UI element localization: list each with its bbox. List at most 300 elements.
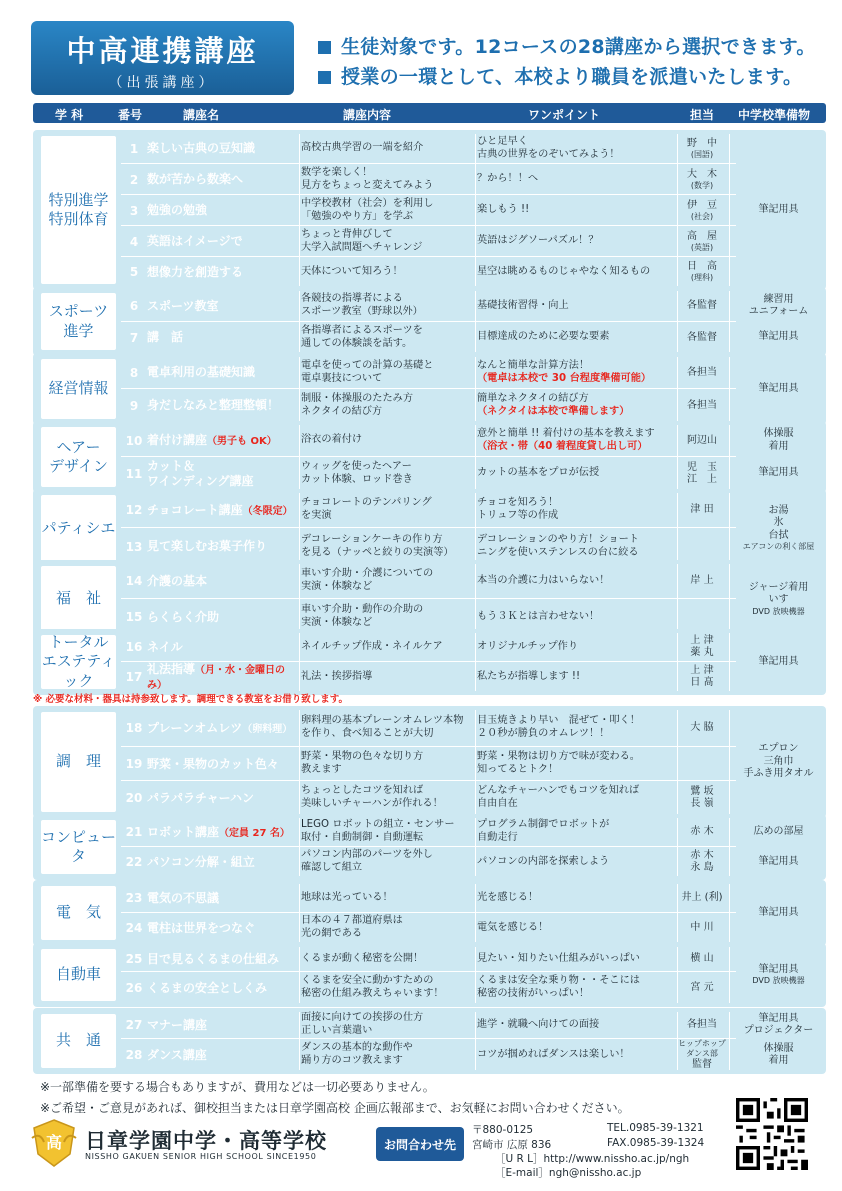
- course-title-line: 電柱は世界をつなぐ: [147, 920, 256, 935]
- group-note: ※ 必要な材料・器具は持参致します。調理できる教室をお借り致します。: [33, 694, 349, 705]
- course-title-line: 電気の不思議: [147, 890, 220, 905]
- course-teacher-line: 伊 豆: [687, 199, 717, 211]
- course-tag: （定員 27 名）: [219, 827, 290, 839]
- prep-item: 筆記用具: [758, 382, 799, 394]
- course-teacher: [677, 781, 727, 815]
- intro-text-2: 授業の一環として、本校より職員を派遣いたします。: [341, 66, 803, 88]
- prep-item: 着用: [768, 440, 789, 452]
- course-content-line: チョコレートのテンパリング: [301, 497, 432, 509]
- course-row[interactable]: [33, 781, 826, 815]
- course-title-line: ネイル: [147, 639, 183, 654]
- course-content-line: 電卓を使っての計算の基礎と: [301, 359, 434, 371]
- course-teacher-line: 鷺 坂: [690, 786, 714, 797]
- course-teacher-line: 監督: [692, 1058, 712, 1070]
- course-teacher-line: 横 山: [690, 953, 714, 964]
- course-title: [147, 322, 299, 353]
- course-point-line: どんなチャーハンでもコツを知れば: [477, 785, 640, 797]
- course-number: 18: [125, 721, 143, 735]
- course-row[interactable]: [33, 356, 826, 389]
- course-content-line: 取付・自動制御・自動運転: [301, 832, 424, 843]
- course-content-line: 踊り方のコツ教えます: [301, 1055, 403, 1066]
- course-point-line: 基礎技術習得・向上: [477, 299, 569, 311]
- course-teacher: [677, 322, 727, 353]
- school-logo-icon: [30, 1118, 78, 1168]
- course-title-line: くるまの安全としくみ: [147, 980, 268, 995]
- prep-item: 筆記用具: [758, 906, 799, 918]
- course-content: [301, 632, 471, 662]
- course-title: [147, 817, 299, 847]
- course-point: [477, 847, 692, 877]
- course-title-line: ロボット講座（定員 27 名）: [147, 824, 290, 839]
- table-header: [33, 103, 826, 123]
- course-content-line: デコレーションケーキの作り方: [301, 533, 443, 545]
- course-title-line: カット＆: [147, 459, 195, 474]
- course-content-line: 正しい言葉遣い: [301, 1025, 373, 1036]
- prep-item: 手ふき用タオル: [743, 768, 814, 780]
- course-title: [147, 1039, 299, 1071]
- footer-note-2: ※ご希望・ご意見があれば、御校担当または日章学園高校 企画広報部まで、お気軽にお問い合わせください。: [40, 1101, 630, 1115]
- course-title-line: 電卓利用の基礎知識: [147, 365, 256, 380]
- course-group: [33, 130, 826, 290]
- course-content-line: 確認して組立: [301, 862, 363, 873]
- course-number: 24: [125, 921, 143, 935]
- course-content-line: スポーツ教室（野球以外）: [301, 306, 423, 317]
- course-teacher-line: ヒップホップダンス部: [678, 1039, 726, 1058]
- prep-item: お湯: [768, 504, 789, 516]
- course-number: 17: [125, 670, 143, 684]
- course-point-line: 英語はジグソーパズル！？: [477, 235, 599, 247]
- course-point-line: 簡単なネクタイの結び方: [477, 392, 589, 404]
- course-title-line: 見て楽しむお菓子作り: [147, 539, 268, 554]
- course-content-line: 通しての体験談を話す。: [301, 337, 413, 349]
- course-teacher-line: 阿辺山: [687, 434, 717, 446]
- course-point: [477, 1039, 692, 1071]
- course-point-line: オリジナルチップ作り: [477, 640, 579, 652]
- course-point-line: 電気を感じる！: [477, 921, 549, 933]
- course-point: [477, 662, 692, 692]
- course-content-line: 高校古典学習の一端を紹介: [301, 142, 424, 154]
- course-content: [301, 290, 471, 322]
- course-point: [477, 883, 692, 913]
- course-group: [33, 880, 826, 946]
- course-row[interactable]: [33, 913, 826, 943]
- course-teacher: [677, 226, 727, 257]
- prep-item: 筆記用具: [758, 467, 799, 479]
- course-content-line: 秘密の仕組み教えちゃいます！: [301, 988, 444, 999]
- course-title: [147, 164, 299, 195]
- course-teacher-line: (英語): [690, 242, 714, 252]
- course-title: [147, 563, 299, 599]
- course-point: [477, 1011, 692, 1039]
- fax: FAX.0985-39-1324: [607, 1137, 705, 1149]
- course-title-line: 着付け講座（男子も OK）: [147, 433, 277, 447]
- course-row[interactable]: [33, 747, 826, 781]
- prep-items: [731, 1039, 826, 1071]
- course-teacher-line: 上 津: [690, 635, 714, 646]
- course-row[interactable]: [33, 972, 826, 1004]
- course-teacher: [677, 1039, 727, 1071]
- course-content: [301, 913, 471, 943]
- course-content: [301, 322, 471, 353]
- course-title: [147, 356, 299, 389]
- course-title-line: 楽しい古典の豆知識: [147, 141, 256, 156]
- course-teacher-line: 井上 (利): [681, 892, 723, 903]
- department-name-line: 経営情報: [48, 379, 109, 398]
- course-point: [477, 709, 692, 747]
- footer-note-1: ※一部準備を要する場合もありますが、費用などは一切必要ありません。: [40, 1080, 435, 1094]
- address: 宮崎市 広原 836: [472, 1139, 552, 1151]
- course-teacher-line: 上 津: [690, 665, 714, 676]
- course-row[interactable]: [33, 946, 826, 972]
- contact-label: お問合わせ先: [376, 1127, 464, 1161]
- course-point-line: デコレーションのやり方！ショート: [477, 533, 639, 545]
- qr-code-icon[interactable]: [736, 1098, 808, 1170]
- course-tag: （卵料理）: [242, 723, 293, 735]
- department-name-line: ヘアー: [56, 437, 101, 456]
- course-title-line: 目で見るくるまの仕組み: [147, 951, 280, 966]
- course-title: [147, 972, 299, 1004]
- prep-item: エアコンの利く部屋: [742, 542, 815, 552]
- course-row[interactable]: [33, 290, 826, 322]
- col-header-point: ワンポイント: [528, 108, 601, 122]
- course-number: 28: [125, 1048, 143, 1062]
- course-point-note: （ネクタイは本校で準備します）: [477, 405, 630, 417]
- url-link[interactable]: ［U R L］http://www.nissho.ac.jp/ngh: [495, 1153, 690, 1165]
- course-content: [301, 709, 471, 747]
- course-number: 4: [129, 234, 139, 249]
- course-row[interactable]: [33, 817, 826, 847]
- course-row[interactable]: [33, 133, 826, 164]
- course-content: [301, 356, 471, 389]
- col-header-department: 学 科: [55, 108, 84, 122]
- course-number: 14: [125, 574, 143, 588]
- course-group: [33, 943, 826, 1007]
- course-point: [477, 290, 692, 322]
- course-row[interactable]: [33, 709, 826, 747]
- course-point-line: 古典の世界をのぞいてみよう！: [477, 148, 620, 160]
- course-point: [477, 424, 692, 457]
- col-header-course: 講座名: [183, 108, 220, 122]
- course-point: [477, 164, 692, 195]
- prep-items: [731, 290, 826, 322]
- course-teacher: [677, 290, 727, 322]
- course-number: 25: [125, 952, 143, 966]
- course-number: 5: [129, 265, 139, 279]
- course-row[interactable]: [33, 632, 826, 662]
- course-content-line: ダンスの基本的な動作や: [301, 1042, 413, 1054]
- course-content: [301, 492, 471, 528]
- course-title-line: ダンス講座: [147, 1047, 207, 1062]
- prep-item: ユニフォーム: [748, 306, 809, 317]
- prep-items: [731, 133, 826, 287]
- course-title: [147, 781, 299, 815]
- course-teacher-line: (理科): [690, 273, 714, 283]
- course-group: [33, 814, 826, 880]
- department-name-line: 特別体育: [48, 210, 109, 228]
- course-title-line: らくらく介助: [147, 609, 220, 624]
- course-number: 27: [125, 1018, 143, 1032]
- course-teacher-line: (国語): [690, 149, 714, 159]
- prep-item: 筆記用具: [758, 203, 799, 215]
- course-content-line: ちょっとしたコツを知れば: [301, 785, 424, 797]
- course-title: [147, 709, 299, 747]
- course-point: [477, 817, 692, 847]
- prep-item: 筆記用具: [758, 331, 799, 343]
- course-content-line: 礼法・挨拶指導: [301, 670, 373, 682]
- course-tag: （月・水・金曜日のみ）: [147, 665, 286, 691]
- course-content-line: ネクタイの結び方: [301, 405, 383, 417]
- course-teacher-line: 各担当: [687, 1019, 717, 1030]
- course-title-line: 身だしなみと整理整頓！: [147, 398, 280, 413]
- page-title: 中高連携講座: [66, 34, 259, 68]
- course-number: 15: [125, 610, 143, 624]
- email-link[interactable]: ［E-mail］ngh@nissho.ac.jp: [495, 1167, 642, 1179]
- course-content-line: 実演・体験など: [301, 581, 373, 592]
- prep-items: [731, 847, 826, 877]
- course-content-line: パソコン内部のパーツを外し: [301, 849, 433, 861]
- course-tag: （冬限定）: [242, 505, 293, 517]
- course-content: [301, 257, 471, 287]
- course-title-line: 想像力を創造する: [147, 264, 244, 279]
- prep-items: [731, 883, 826, 943]
- prep-items: [731, 632, 826, 692]
- course-content-line: 各指導者によるスポーツを: [301, 324, 423, 336]
- course-content-line: ちょっと背伸びして: [301, 228, 393, 240]
- course-row[interactable]: [33, 563, 826, 599]
- school-name-en: NISSHO GAKUEN SENIOR HIGH SCHOOL SINCE1950: [85, 1152, 317, 1161]
- course-teacher: [677, 883, 727, 913]
- course-number: 21: [125, 825, 143, 839]
- prep-item: 氷: [773, 517, 784, 529]
- course-point-line: 本当の介護に力はいらない！: [477, 574, 610, 586]
- course-point-line: 野菜・果物は切り方で味が変わる。: [477, 751, 640, 763]
- course-teacher: [677, 1011, 727, 1039]
- department-name-line: トータル: [48, 632, 109, 651]
- course-point-line: なんと簡単な計算方法！: [477, 359, 590, 371]
- prep-items: [731, 457, 826, 490]
- course-point-line: くるまは安全な乗り物・・そこには: [477, 975, 640, 987]
- course-content: [301, 747, 471, 781]
- course-teacher: [677, 133, 727, 164]
- course-content: [301, 972, 471, 1004]
- department-name-line: エステティック: [41, 652, 116, 690]
- course-title-line: パソコン分解・組立: [147, 854, 255, 869]
- course-content-line: 電卓裏技について: [301, 372, 383, 384]
- course-content-line: 各競技の指導者による: [301, 293, 403, 305]
- department-name-line: デザイン: [49, 457, 108, 475]
- course-row[interactable]: [33, 322, 826, 353]
- course-teacher-line: 岸 上: [690, 575, 714, 586]
- course-content: [301, 195, 471, 226]
- course-point-line: 意外と簡単 !! 着付けの基本を教えます: [477, 427, 655, 439]
- prep-items: [731, 946, 826, 1004]
- course-teacher-line: 永 島: [690, 862, 714, 873]
- course-title: [147, 389, 299, 422]
- course-title: [147, 946, 299, 972]
- course-teacher-line: 日 高: [687, 261, 717, 273]
- col-header-teacher: 担当: [690, 108, 715, 122]
- course-number: 13: [125, 539, 143, 554]
- course-row[interactable]: [33, 257, 826, 287]
- course-title: [147, 1011, 299, 1039]
- course-number: 23: [125, 891, 143, 905]
- course-content-line: を作り、食べ知ることが大切: [301, 728, 434, 739]
- course-row[interactable]: [33, 1011, 826, 1039]
- course-content: [301, 133, 471, 164]
- course-title-line: チョコレート講座（冬限定）: [147, 502, 293, 517]
- course-point: [477, 389, 692, 422]
- course-number: 3: [129, 203, 139, 218]
- course-teacher: [677, 632, 727, 662]
- course-teacher-line: 児 玉: [687, 461, 717, 473]
- course-point: [477, 457, 692, 490]
- course-teacher: [677, 356, 727, 389]
- course-teacher-line: 宮 元: [690, 982, 714, 993]
- course-point: [477, 913, 692, 943]
- course-tag: （男子も OK）: [207, 436, 277, 447]
- course-content: [301, 662, 471, 692]
- course-point: [477, 257, 692, 287]
- course-content-line: カット体験、ロッド巻き: [301, 473, 413, 485]
- course-teacher: [677, 972, 727, 1004]
- course-row[interactable]: [33, 847, 826, 877]
- course-content: [301, 946, 471, 972]
- course-content: [301, 457, 471, 490]
- course-group: [33, 421, 826, 493]
- course-teacher: [677, 913, 727, 943]
- course-content: [301, 781, 471, 815]
- course-number: 12: [125, 503, 143, 517]
- course-content-line: LEGO ロボットの組立・センサー: [301, 819, 455, 831]
- course-point: [477, 356, 692, 389]
- course-teacher: [677, 195, 727, 226]
- course-point-line: 秘密の技術がいっぱい！: [477, 988, 590, 999]
- course-point-line: カットの基本をプロが伝授: [477, 467, 600, 479]
- course-title-line: マナー講座: [147, 1017, 208, 1032]
- course-group: [33, 629, 826, 695]
- prep-items: [731, 322, 826, 353]
- course-teacher-line: 日 髙: [690, 677, 714, 688]
- course-title-line: 講 話: [147, 330, 184, 345]
- prep-item: 台拭: [768, 529, 789, 541]
- intro-line-1: [318, 32, 816, 59]
- course-teacher: [677, 662, 727, 692]
- course-content-line: 浴衣の着付け: [301, 434, 363, 446]
- course-teacher-line: 各担当: [687, 366, 717, 378]
- title-box: [31, 21, 294, 95]
- course-title: [147, 290, 299, 322]
- course-teacher: [677, 492, 727, 528]
- course-row[interactable]: [33, 226, 826, 257]
- course-point-line: 光を感じる！: [477, 891, 539, 903]
- course-title: [147, 257, 299, 287]
- department-name-line: コンピュータ: [41, 827, 117, 865]
- course-point-line: トリュフ等の作成: [477, 510, 559, 521]
- course-content-line: くるまが動く秘密を公開！: [301, 952, 424, 964]
- course-group: [33, 694, 826, 818]
- prep-item: いす: [768, 594, 789, 605]
- course-teacher: [677, 847, 727, 877]
- course-point: [477, 322, 692, 353]
- course-content-line: 天体について知ろう！: [301, 265, 403, 277]
- course-teacher-line: 各担当: [687, 399, 717, 411]
- course-teacher-line: 江 上: [687, 473, 717, 485]
- course-teacher: [677, 709, 727, 747]
- course-content: [301, 424, 471, 457]
- course-title-line: 勉強の勉強: [147, 203, 208, 218]
- course-teacher-line: (社会): [690, 211, 714, 221]
- course-content-line: くるまを安全に動かすための: [301, 975, 434, 987]
- prep-item: 体操服: [763, 428, 794, 439]
- course-number: 10: [125, 433, 143, 448]
- course-content: [301, 563, 471, 599]
- course-title-line: ワインディング講座: [147, 473, 254, 488]
- course-point-line: 楽しもう !!: [477, 204, 530, 216]
- course-row[interactable]: [33, 424, 826, 457]
- course-point-line: もう３Ｋとは言わせない！: [477, 610, 600, 622]
- course-row[interactable]: [33, 457, 826, 490]
- course-point-line: 進学・就職へ向けての面接: [477, 1018, 600, 1030]
- course-point-note: （電卓は本校で 30 台程度準備可能）: [477, 372, 652, 384]
- course-content: [301, 389, 471, 422]
- course-row[interactable]: [33, 662, 826, 692]
- course-teacher: [677, 164, 727, 195]
- course-point: [477, 195, 692, 226]
- course-content-line: 中学校教材（社会）を利用し: [301, 197, 434, 209]
- course-row[interactable]: [33, 164, 826, 195]
- course-content-line: を実演: [301, 510, 332, 521]
- course-row[interactable]: [33, 492, 826, 528]
- course-point-line: 星空は眺めるものじゃやなく知るもの: [477, 265, 651, 277]
- course-row[interactable]: [33, 883, 826, 913]
- course-point: [477, 563, 692, 599]
- prep-item: 筆記用具: [758, 655, 799, 667]
- prep-items: [731, 492, 826, 565]
- prep-item: 三角巾: [763, 755, 794, 767]
- course-row[interactable]: [33, 195, 826, 226]
- prep-item: プロジェクター: [743, 1025, 814, 1036]
- school-name: 日章学園中学・高等学校: [85, 1129, 327, 1153]
- prep-items: [731, 817, 826, 847]
- course-title: [147, 457, 299, 490]
- course-title-line: 数が苦から数楽へ: [147, 172, 244, 187]
- course-group: [33, 1008, 826, 1074]
- course-teacher-line: 各監督: [687, 331, 717, 343]
- course-point-line: 私たちが指導します !!: [477, 670, 581, 682]
- course-title: [147, 913, 299, 943]
- prep-items: [731, 1011, 826, 1039]
- course-teacher: [677, 946, 727, 972]
- department-name-line: 電 気: [55, 903, 101, 922]
- course-point-line: パソコンの内部を探索しよう: [477, 855, 610, 867]
- page-subtitle: （出張講座）: [108, 75, 217, 91]
- course-row[interactable]: [33, 389, 826, 422]
- course-point-line: 知ってるとトク！: [477, 764, 559, 775]
- logo-text: 高: [45, 1133, 63, 1152]
- course-point-note: （浴衣・帯（40 着程度貸し出し可）: [477, 440, 648, 452]
- prep-item: 広めの部屋: [753, 825, 804, 837]
- course-content-line: 地球は光っている！: [301, 891, 393, 903]
- course-teacher: [677, 257, 727, 287]
- course-teacher-line: 長 嶺: [690, 798, 714, 809]
- col-header-prep: 中学校準備物: [738, 108, 811, 122]
- course-teacher: [677, 817, 727, 847]
- course-point: [477, 946, 692, 972]
- department-name-line: 自動車: [55, 965, 101, 984]
- course-teacher-line: 高 屋: [687, 230, 717, 242]
- course-number: 2: [129, 172, 139, 187]
- course-row[interactable]: [33, 1039, 826, 1071]
